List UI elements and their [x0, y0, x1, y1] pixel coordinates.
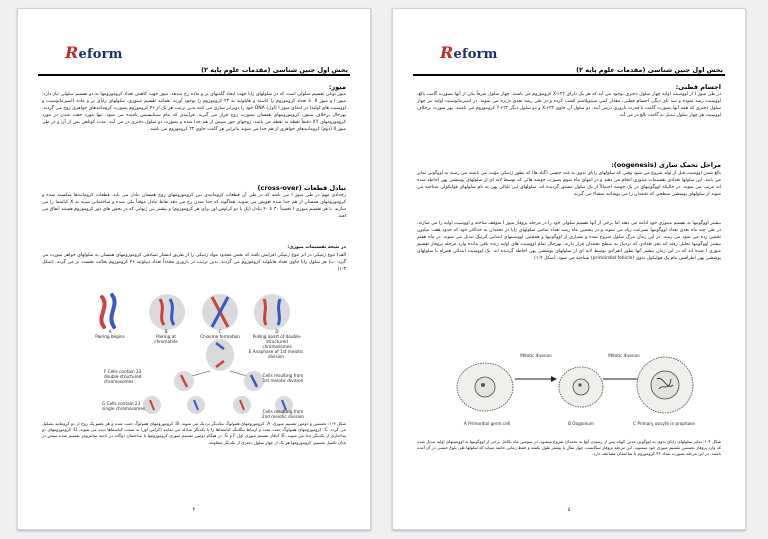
fig-caption-cells-double: F Cells contain 23 double-structured chromosomes [104, 369, 142, 384]
fig-caption-cells-single: G Cells contain 23 single chromosomes [102, 401, 146, 411]
oogenesis-paragraph-1: بالغ شدن اووسیت قبل از تولد شروع می شود وقتی که سلولهای زایای بدوی به غدد جنسی (گناد ها) که بطور ژنتیکی مؤنث می باشند می رسند به اووگونی تمایز می یابند. این سلولها تعدادی تقسیمات میتوزی انجام می دهند و در انتهای ماه سوم بصورت خوشه هائی که توسط لایه ای از سلولهای پوششی پهن احاطه شده اند مرتب می شوند. در حالیکه اووگونیهای در یک خوشه احتمالاً از یک سلول مشتق گردیده اند. سلولهای اپی تلیالی پهن به نام سلولهای فولیکولی شناخته می شوند از سلولهای پوششی سطحی که تخمدان را می پوشانند منشاء می گیرند. [417, 171, 721, 197]
cell-a-primordial [457, 363, 513, 411]
page-header: بخش اول جنین شناسی (مقدمات علوم پایه ۲) [576, 66, 723, 74]
results-paragraph: الف) تنوع ژنتیکی در اثر تنوع ژنتیکی افزایش یافته که بخش محدود مواد ژنتیکی را از طریق انتشار تصادفی کروموزومهای همسان به سلولهای خواهر صورت می گیرد. ب) هر سلول زایا حاوی تعداد هاپلوئید کروموزوم می گردند. بدین ترتیب در باروری مجدداً تعداد دیپلوئید ۴۶ کروموزوم بحالت نخست بر می گردد. (شکل ۳-۱) [42, 253, 346, 272]
cell-b-oogonium [559, 367, 603, 407]
crossover-heading: تبادل قطعات (cross-over) [257, 184, 346, 192]
fig-label-oogonium: B Oogonium [568, 421, 594, 426]
polar-bodies-paragraph: در طی میوز I از اووسیت اولیه چهار سلول دختری بوجود می آید که هر یک دارای ۲۲+X کروموزوم می باشند. چهار سلول صرفاً یکی از آنها بصورت گامت بالغ، اووسیت رشد نموده و سه تای دیگر، اجسام قطبی، مقدار کمی سیتوپلاسم کسب کرده و در طی رشد بعدی دژنره می شوند. در اسپرماتوسیت اولیه نیز چهار سلول دختری که همه آنها بصورت گامت با قدرت باروری درمی آیند. دو سلول آن حاوی ۲۲+X و دو سلول دیگر ۲۲+Y کروموزوم می باشند. بهر صورت برخلاف اووسیت هر چهار سلول تبدیل به گامت بالغ در می آید. [417, 92, 721, 118]
figure-d-pulling-apart [254, 294, 290, 330]
reform-logo: Reform [440, 43, 498, 62]
fig-label-primordial: A Primordial germ cell [463, 421, 511, 426]
figure-caption-3-1: شکل ۳-۱: نخستین و دومین تقسیم میوزی. A: کروموزومهای همولوگ بیکدیگر نزدیک می شوند. B: کروموزومهای همولوگ جفت شده و هر عضو یک زوج از دو کروماتید تشکیل می گردد. C: کروموزومهای همولوگ جفت شده و ارتباط تنگاتنگ کیاسماها را با یکدیگر مبادله می نمایند (کراس اور) به سمت کیاسماها دیده می شوند. D: کروموزومهای دو ساختاری از یکدیگر جدا می شوند. E: آنافاز تقسیم میوزی اول F و G: در هنگام دومین تقسیم میوزی کروموزومها با ساختمان دوگانه در ناحیه سانترومر تقسیم شده سپس در پایان تکمیل تقسیم، کروموزومها هر یک از چهار سلول دختری از یکدیگر متفاوتند. [42, 421, 347, 445]
meiosis-heading: میوز: [328, 83, 346, 91]
results-heading: در نتیجه تقسیمات میوزی: [287, 245, 346, 250]
mitotic-division-label-1: Mitotic division [520, 353, 552, 358]
page-header: بخش اول جنین شناسی (مقدمات علوم پایه ۲) [201, 66, 348, 74]
figure-c-chiasma [202, 294, 238, 330]
fig-label-e: E Anaphase of 1st meiotic division [248, 349, 304, 359]
left-page [17, 8, 371, 530]
page-number: ۵ [567, 507, 571, 513]
figure-a-pairing-begins [101, 295, 114, 327]
fig-caption-cells-1st: Cells resulting from 1st meiotic division [262, 373, 304, 383]
mitotic-division-label-2: Mitotic division [608, 353, 640, 358]
page-number: ۴ [192, 507, 196, 513]
fig-label-d: D Pulling apart of double-structured chromosomes [252, 329, 302, 349]
figure-e-anaphase [206, 339, 234, 371]
polar-bodies-heading: اجسام قطبی: [675, 83, 721, 91]
fig-caption-cells-2nd: Cells resulting from 2nd meiotic division [261, 409, 305, 419]
fig-label-primary-oocyte: C Primary oocyte in prophase [633, 421, 695, 426]
fig-label-c: C Chiasma formation [200, 329, 240, 339]
figure-caption-4-1: شکل ۴-۱: تمایز سلولهای زایای بدوی به اووگونی مدتی کوتاه پس از رسیدن آنها به تخمدان شروع میشود. در سومین ماه تکامل برخی از اووگونیها به اووسیتهای اولیه تبدیل شده که وارد پروفاز نخستین تقسیم میوزی خود میشوند. این مرحله پروفاز سکانست چهل سال یا بیشتر طول بکشد و فقط زمانی خاتمه مییابد که سلولها طی بلوغ جنسی در آن آمده باشند. در این مرحله بصورت تعداد ۴۶ کروموزوم با ساختمان مضاعف دارد. [417, 439, 721, 457]
oogenesis-paragraph-2: بیشتر اووگونیها به تقسیم میتوزی خود ادامه می دهند اما برخی از آنها تقسیم سلولی خود را در مرحله پروفاز میوز I متوقف ساخته و اووسیت اولیه را می سازند. در طی چند ماه بعدی تعداد اووگونیها بسرعت زیاد می شوند و در پنجمین ماه رشد تعداد تمامی سلولهای زایا در تخمدان به حداکثر خود که حدود هفت میلیون تخمین زده می شود می رسد. در این زمان مرگ سلول شروع شده و بسیاری از اووگونیها و همچنین اووسیتهای ابتدایی آترتیک تبدیل می شوند. در ماه هفتم بیشتر اووگونیها تحلیل رفته اند بجز تعدادی که نزدیک به سطح تخمدان قرار دارند. بهرحال تمام اووسیت های اولیه زنده باقی مانده وارد مرحله پروفاز تقسیم میوزی I شده اند که در این زمان بیشتر آنها بطور انفرادی توسط لایه ای از سلولهای پوششی پهن احاطه گردیده اند. یک اووسیت ابتدائی همراه با سلولهای پوششی پهن اطرافش بنام یک فولیکول بدوی (primordial follicle) شناخته می شود. (شکل ۴-۱) [417, 221, 721, 261]
oogenesis-figure [453, 339, 693, 417]
right-page [392, 8, 746, 530]
figure-b-pairing-chromatids [149, 294, 185, 330]
reform-logo: Reform [65, 43, 123, 62]
header-divider [38, 74, 350, 76]
crossover-paragraph: رخدادی مهم در طی میوز I می باشد که در طی آن قطعات کروماتیدی بین کروموزومهای زوج همسان تبادل می یابد. قطعات کروماتیدها شکسته شده و کروموزومهای همسان از هم جدا شده تعویض می شوند. هماگونه که جدا شدن رخ می دهد نقاط تبادل موقتاً یکی شده و ساختمانی شبیه به X کیاسما را می سازند. با هر تقسیم میوزی I تخمیناً ۳۰ تا ۴۰ تبادل (یک یا دو کراوس اور برای هر کروموزوم) و بیشتر بین ژنهایی که در بخش های دور کروموزوم هستند اتفاق می افتد. [42, 193, 347, 219]
fig-label-b: B Pairing at chromatids [154, 329, 178, 344]
meiosis-paragraph: میوز نوعی تقسیم سلولی است که در سلولهای زایا جهت ایجاد گامتهای نر و ماده رخ میدهد. میوز جهت کاهش تعداد کروموزومها به دو تقسیم سلولی نیاز دارد: میوز I و میوز II. تا تعداد کروموزوم را کاسته و هاپلوئید به ۲۳ کروموزوم را بوجود آورند. همانند تقسیم میتوزی، سلولهای زایای نر و ماده (اسپرماتوسیت و اووسیت های اولیه) در ابتدای میوز I (اول) DNA خود را دوبرابر سازی می کنند بدین ترتیب هر یک از ۴۶ کروموزوم بصورت کروماتیدهای خواهری زوج می گردند. بهرحال برخلاف میتوز، کروموزومهای همسان بصورت زوج قرار می گیرند. فرآیندی که بنام سیناپسیس نامیده می شود. تنها مورد جفت شدن در مورد کروموزومهای XY دقیقاً نقطه به نقطه می باشد. زوجهای جور سپس از هم جدا شده و بصورت دو سلول دختری در می آیند. مدت کوتاهی پس از آن و در طی میوز II (دوم) کروماتیدهای خواهری از هم جدا می شوند بنابراین هر گامت حاوی ۲۳ کروموزوم می باشد. [42, 92, 347, 132]
cell-c-primary-oocyte [637, 357, 693, 413]
oogenesis-heading: مراحل تخمک سازی (oogenesis): [611, 161, 721, 169]
figure-f-cells [174, 371, 264, 391]
header-divider [413, 74, 725, 76]
fig-label-a: A Pairing begins [95, 329, 125, 339]
